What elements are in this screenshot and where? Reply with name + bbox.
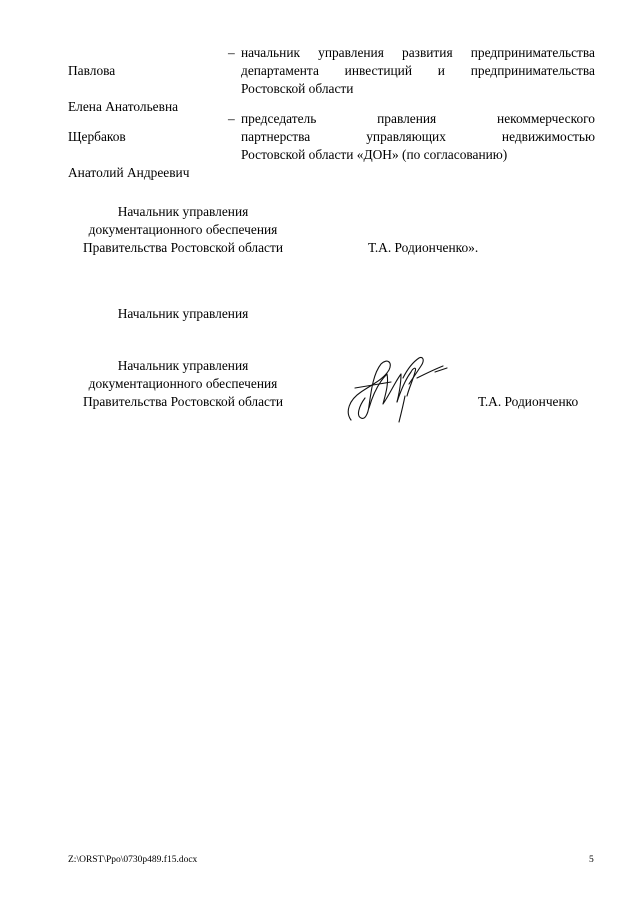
signatory-title-line: Начальник управления	[117, 358, 249, 373]
signatory-title-line: документационного обеспечения	[88, 222, 278, 237]
position-line: департамента инвестиций и предпринимательства	[241, 63, 595, 78]
standalone-title-text: Начальник управления	[117, 306, 249, 321]
member-position	[241, 44, 595, 98]
signatory-name: Т.А. Родионченко	[478, 394, 579, 409]
footer-file-path: Z:\ORST\Ppo\0730p489.f15.docx	[68, 855, 198, 865]
signature-block-title	[68, 203, 298, 257]
member-entry-shcherbakov	[68, 110, 595, 180]
member-name	[68, 110, 218, 200]
signatory-title-line: Правительства Ростовской области	[82, 394, 284, 409]
position-line: партнерства управляющих недвижимостью	[241, 129, 595, 144]
member-dash: –	[228, 111, 235, 126]
signatory-name: Т.А. Родионченко».	[368, 240, 479, 255]
member-surname: Щербаков	[68, 129, 126, 144]
signatory-title-line: Правительства Ростовской области	[82, 240, 284, 255]
member-surname: Павлова	[68, 63, 116, 78]
position-line: Ростовской области	[241, 81, 354, 96]
member-dash: –	[228, 45, 235, 60]
handwritten-signature	[343, 348, 453, 428]
page-number: 5	[589, 855, 594, 865]
position-line: председатель правления некоммерческого	[241, 111, 595, 126]
position-line: Ростовской области «ДОН» (по согласованию)	[241, 147, 508, 162]
member-position	[241, 110, 595, 164]
signatory-title-line: документационного обеспечения	[88, 376, 278, 391]
signature-block-title	[68, 357, 298, 411]
member-given-names: Елена Анатольевна	[68, 99, 179, 114]
signatory-title-line: Начальник управления	[117, 204, 249, 219]
member-entry-pavlova	[68, 44, 595, 114]
position-line: начальник управления развития предпринимательства	[241, 45, 595, 60]
standalone-title	[68, 305, 298, 323]
member-given-names: Анатолий Андреевич	[68, 165, 190, 180]
